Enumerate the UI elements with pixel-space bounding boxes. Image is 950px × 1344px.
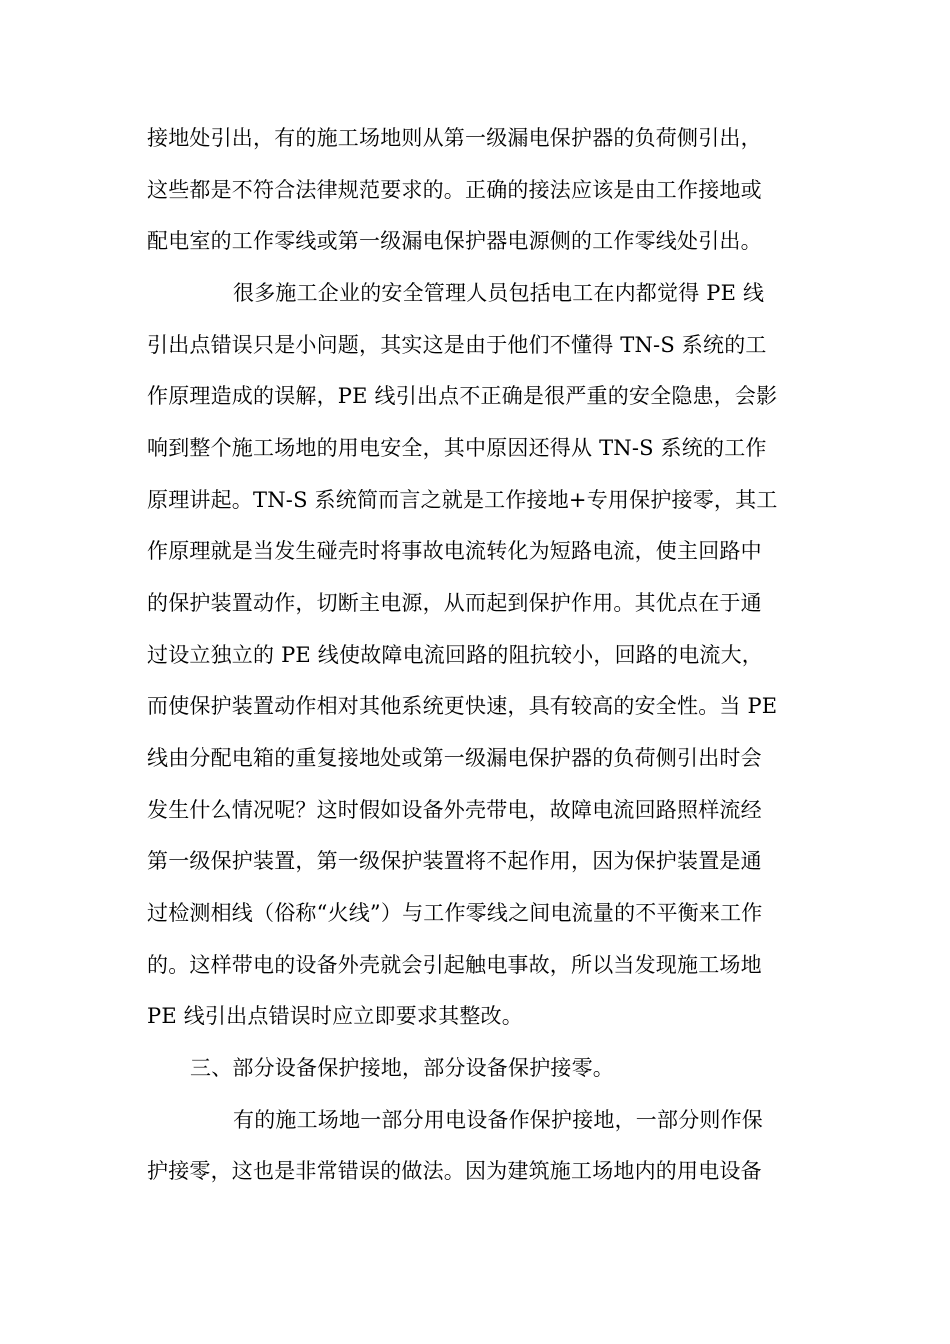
paragraph-first-line: 有的施工场地一部分用电设备作保护接地，一部分则作保 [233,1108,763,1132]
text-line: 过设立独立的 PE 线使故障电流回路的阻抗较小，回路的电流大， [147,643,764,667]
text-line: 过检测相线（俗称“火线”）与工作零线之间电流量的不平衡来工作 [147,901,763,925]
text-line: 作原理造成的误解，PE 线引出点不正确是很严重的安全隐患，会影 [147,384,778,408]
text-line: 护接零，这也是非常错误的做法。因为建筑施工场地内的用电设备 [147,1159,762,1183]
text-line: 接地处引出，有的施工场地则从第一级漏电保护器的负荷侧引出， [147,126,762,150]
text-line: 配电室的工作零线或第一级漏电保护器电源侧的工作零线处引出。 [147,229,762,253]
text-line: 发生什么情况呢？这时假如设备外壳带电，故障电流回路照样流经 [147,798,762,822]
text-line: 的。这样带电的设备外壳就会引起触电事故，所以当发现施工场地 [147,953,762,977]
text-line: 线由分配电箱的重复接地处或第一级漏电保护器的负荷侧引出时会 [147,746,762,770]
text-line: 引出点错误只是小问题，其实这是由于他们不懂得 TN-S 系统的工 [147,333,767,357]
text-line: 作原理就是当发生碰壳时将事故电流转化为短路电流，使主回路中 [147,539,762,563]
text-line: PE 线引出点错误时应立即要求其整改。 [147,1004,523,1028]
text-line: 这些都是不符合法律规范要求的。正确的接法应该是由工作接地或 [147,178,762,202]
text-line: 响到整个施工场地的用电安全，其中原因还得从 TN-S 系统的工作 [147,436,767,460]
section-heading: 三、部分设备保护接地，部分设备保护接零。 [190,1056,614,1080]
text-line: 而使保护装置动作相对其他系统更快速，具有较高的安全性。当 PE [147,694,778,718]
paragraph-first-line: 很多施工企业的安全管理人员包括电工在内都觉得 PE 线 [233,281,765,305]
text-line: 第一级保护装置，第一级保护装置将不起作用，因为保护装置是通 [147,849,762,873]
text-line: 的保护装置动作，切断主电源，从而起到保护作用。其优点在于通 [147,591,762,615]
text-line: 原理讲起。TN-S 系统简而言之就是工作接地+专用保护接零，其工 [147,488,778,512]
